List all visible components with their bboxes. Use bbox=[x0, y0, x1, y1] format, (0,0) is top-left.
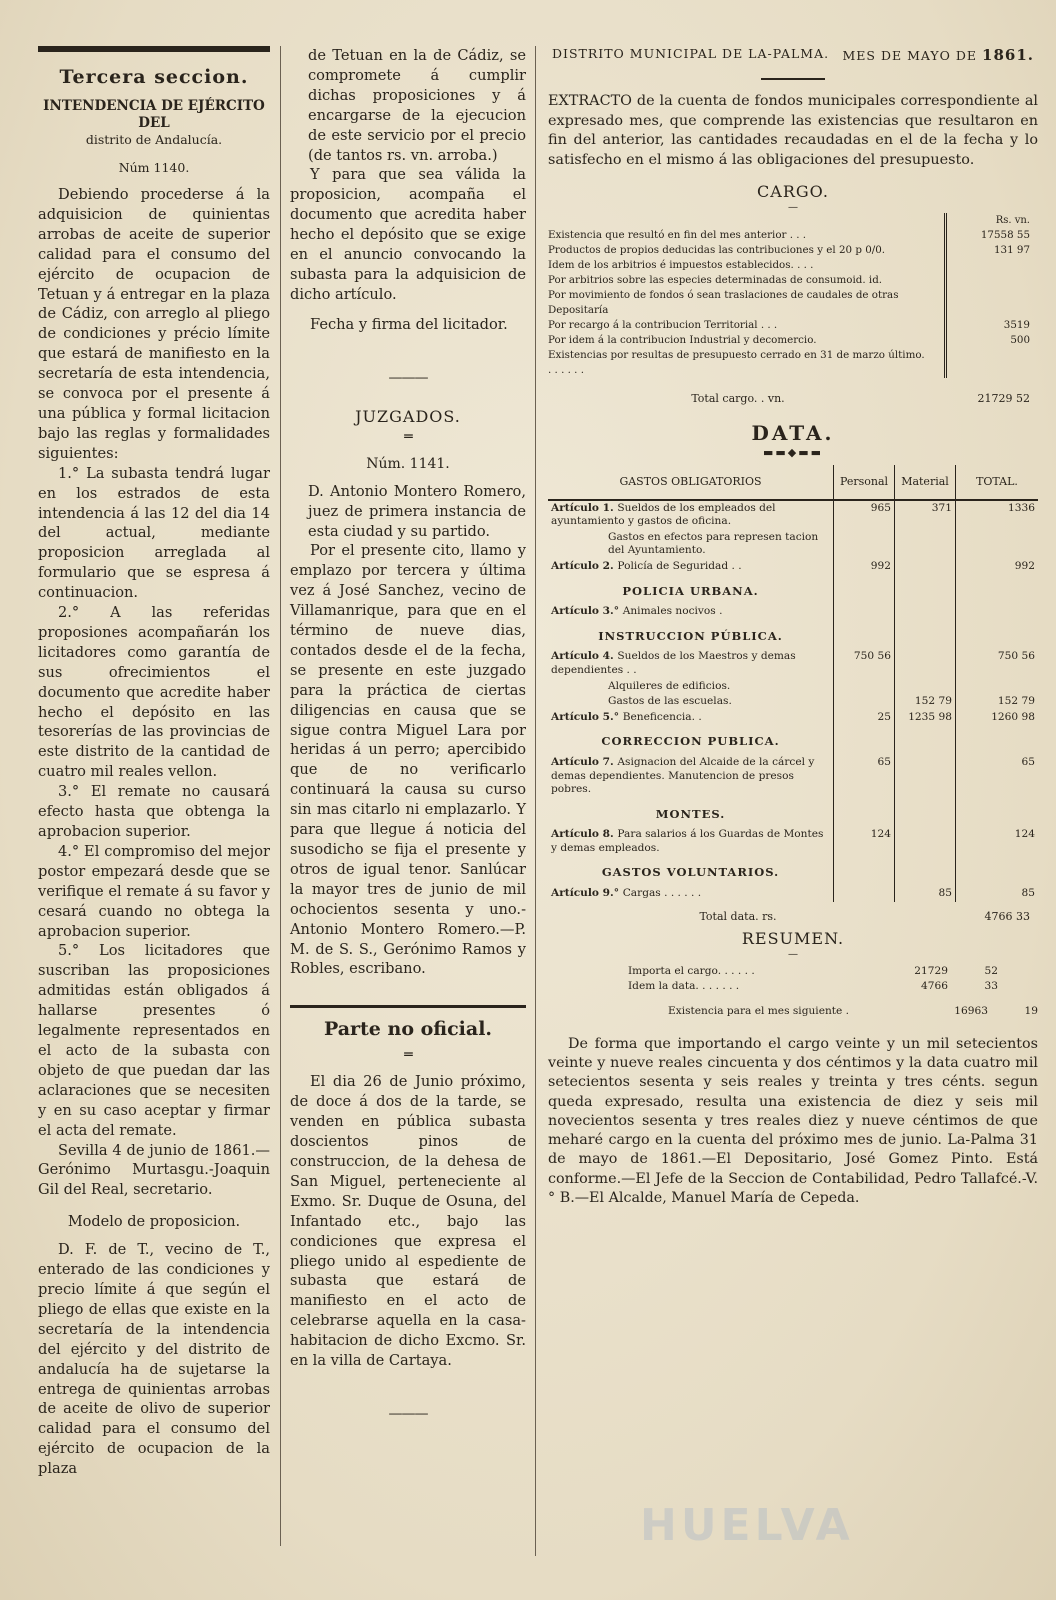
header-rule bbox=[761, 78, 825, 80]
article-label: Para salarios á los Guardas de Montes y demas empleados. bbox=[551, 828, 824, 854]
data-row bbox=[548, 559, 1038, 575]
notice-intro: Debiendo procederse á la adquisicion de quinientas arrobas de aceite de superior calidad para el consumo del ejército de ocupacion de Tetuan y á entregar en la plaza de Cádiz, con arreglo al pliego de condiciones y précio límite que estará de manifiesto en la secretaría de esta intendencia, se convoca por el presente á una pública y formal licitacion bajo las reglas y formalidades siguientes: bbox=[38, 186, 270, 462]
article-number: Artículo 4. bbox=[551, 650, 618, 663]
citation-text: Por el presente cito, llamo y emplazo por tercera y última vez á José Sanchez, vecino de Villamanrique, para que en el término de nueve dias, contados desde el de la fecha, se presente en este juzgado para la práctica de ciertas diligencias en causa que se sigue contra Miguel Lara por heridas á un perro; apercibido que de no verificarlo continuará la causa su curso sin mas citarlo ni emplazarlo. Y para que llegue á noticia del susodicho se fija el presente y otros de igual tenor. Sanlúcar la mayor tres de junio de mil ochocientos sesenta y uno.-Antonio Montero Romero.—P. M. de S. S., Gerónimo Ramos y Robles, escribano. bbox=[290, 542, 526, 978]
article-number: Artículo 2. bbox=[551, 559, 618, 572]
cell-material: 152 79 bbox=[895, 694, 956, 710]
data-section-heading: MONTES. bbox=[548, 798, 1038, 828]
cell-total: 992 bbox=[956, 559, 1039, 575]
data-row bbox=[548, 827, 1038, 856]
data-row bbox=[548, 755, 1038, 798]
resumen-title: RESUMEN. bbox=[741, 928, 845, 948]
cargo-unit: Rs. vn. bbox=[995, 215, 1030, 226]
data-row bbox=[548, 649, 1038, 678]
article-label: Policía de Seguridad . . bbox=[617, 559, 742, 572]
separator-dash: ——— bbox=[388, 1405, 428, 1422]
article-number: Artículo 8. bbox=[551, 828, 618, 841]
cargo-row-value: 3519 bbox=[1003, 319, 1030, 331]
data-section-heading: INSTRUCCION PÚBLICA. bbox=[548, 620, 1038, 650]
data-row bbox=[548, 710, 1038, 726]
cell-personal bbox=[834, 604, 895, 620]
article-number: Artículo 9.° bbox=[551, 887, 623, 900]
cargo-row-value: 500 bbox=[1010, 334, 1030, 346]
cell-material: 1235 98 bbox=[895, 710, 956, 726]
cell-total: 124 bbox=[956, 827, 1039, 856]
column-divider bbox=[280, 46, 281, 1546]
cargo-row bbox=[548, 333, 1038, 348]
intendencia-heading: INTENDENCIA DE EJÉRCITO DEL bbox=[43, 98, 265, 131]
model-title: Modelo de proposicion. bbox=[67, 1214, 241, 1231]
parte-no-oficial-title: Parte no oficial. bbox=[323, 1018, 493, 1041]
intendencia-subheading: distrito de Andalucía. bbox=[85, 132, 223, 147]
separator-dash: ——— bbox=[388, 369, 428, 386]
section-rule bbox=[290, 1005, 526, 1008]
watermark-logo: HUELVA bbox=[640, 1500, 854, 1551]
article-label: Gastos en efectos para represen tacion del Ayuntamiento. bbox=[608, 530, 819, 557]
article-number: Artículo 5.° bbox=[551, 710, 623, 723]
cargo-row bbox=[548, 318, 1038, 333]
cell-personal: 965 bbox=[834, 500, 895, 530]
data-section-heading: GASTOS VOLUNTARIOS. bbox=[548, 856, 1038, 886]
cargo-row-label: Productos de propios deducidas las contribuciones y el 20 p 0/0. bbox=[548, 244, 886, 256]
data-table-header: GASTOS OBLIGATORIOS Personal Material TOTAL. bbox=[548, 465, 1038, 500]
cell-material bbox=[895, 559, 956, 575]
account-header bbox=[548, 46, 1038, 68]
data-row bbox=[548, 530, 1038, 559]
cell-personal: 65 bbox=[834, 755, 895, 798]
article-label: Alquileres de edificios. bbox=[608, 679, 731, 692]
data-row bbox=[548, 604, 1038, 620]
notice-rule: 3.° El remate no causará efecto hasta que obtenga la aprobacion superior. bbox=[38, 783, 270, 840]
cargo-table bbox=[548, 213, 1038, 378]
model-validity: Y para que sea válida la proposicion, acompaña el documento que acredita haber hecho el depósito que se exige en el anuncio convocando la subasta para la adquisicion de dicho artículo. bbox=[290, 166, 526, 303]
data-row bbox=[548, 886, 1038, 902]
cell-personal bbox=[834, 886, 895, 902]
data-row bbox=[548, 500, 1038, 530]
cell-total: 152 79 bbox=[956, 694, 1039, 710]
cargo-row-label: Existencias por resultas de presupuesto cerrado en 31 de marzo último. . . . . . . bbox=[548, 349, 925, 376]
cell-material bbox=[895, 604, 956, 620]
section-title: Tercera seccion. bbox=[59, 66, 249, 88]
article-label: Gastos de las escuelas. bbox=[608, 695, 732, 708]
data-row bbox=[548, 694, 1038, 710]
article-number: Artículo 3.° bbox=[551, 605, 623, 618]
cell-material: 85 bbox=[895, 886, 956, 902]
top-bar bbox=[38, 46, 270, 52]
cargo-row bbox=[548, 228, 1038, 243]
column-right: DISTRITO MUNICIPAL DE LA-PALMA. MES DE MAYO DE 1861. EXTRACTO de la cuenta de fondos municipales correspondiente al expresado mes, que comprende las existencias que resultaron en fin del anterior, las cantidades recaudadas en el de la fecha y lo satisfecho en el mismo á las obligaciones del presupuesto. CARGO. — Rs. vn. Existencia que resultó en fin del mes anterior . . . 17558 55 Productos de propios deducidas las contribuciones y el 20 p 0/0. 131 97 Idem de los arbitrios é impuestos establecidos. . . . Por arbitrios sobre las especies determinadas de consumoid. id. Por movimiento de fondos ó sean traslaciones de caudales de otras Depositaría Por recargo á la contribucion Territorial . . . 3519 Por idem á la contribucion Industrial y decomercio. 500 Existencias por resultas de presupuesto cerrado en 31 de marzo último. . . . . . . Total cargo. . vn. 21729 52 DATA. ▬▬◆▬▬ GASTOS OBLIGATORIOS Personal Material TOTAL. Artículo 1. Sueldos de los empleados del ayuntamiento y gastos de oficina. 965 371 1336 Gastos en efectos para represen tacion del Ayuntamiento. Artículo 2. Policía de Seguridad . . 992 992 POLICIA URBANA. Artículo 3.° Animales nocivos . INSTRUCCION PÚBLICA. Artículo 4. Sueldos de los Maestros y demas dependientes . . 750 56 750 56 Alquileres de edificios. Gastos de las escuelas. 152 79 152 79 Artículo 5.° Beneficencia. . 25 1235 98 1260 98 CORRECCION PUBLICA. Artículo 7. Asignacion del Alcaide de la cárcel y demas dependientes. Manutencion de presos pobres. 65 65 MONTES. Artículo 8. Para salarios á los Guardas de Montes y demas empleados. 124 124 GASTOS VOLUNTARIOS. Artículo 9.° Cargas . . . . . . 85 85 Total data. rs. 4766 33 RESUMEN. — Importa el cargo. . . . . . 21729 52 Idem la data. . . . . . . 4766 33 Existencia para el mes siguiente . 16963 19 De forma que importando el cargo veinte y un mil setecientos veinte y nueve reales cincuenta y dos céntimos y la data cuatro mil setecientos sesenta y seis reales y treinta y tres cénts. segun queda expresado, resulta una existencia de diez y seis mil novecientos sesenta y tres reales diez y nueve céntimos de que meharé cargo en la cuenta del próximo mes de junio. La-Palma 31 de mayo de 1861.—El Depositario, José Gomez Pinto. Está conforme.—El Jefe de la Seccion de Contabilidad, Pedro Tallafcé.-V.° B.—El Alcalde, Manuel María de Cepeda. bbox=[548, 46, 1038, 1208]
column-middle bbox=[290, 46, 526, 1421]
cell-total: 750 56 bbox=[956, 649, 1039, 678]
notice-signature: Sevilla 4 de junio de 1861.—Gerónimo Murtasgu.-Joaquin Gil del Real, secretario. bbox=[38, 1141, 270, 1199]
cell-total bbox=[956, 604, 1039, 620]
column-divider bbox=[535, 46, 536, 1556]
notice-rule: 2.° A las referidas proposiones acompañarán los licitadores como garantía de sus ofrecimientos el documento que acredite haber hecho el depósito en las tesorerías de las provincias de este distrito de la cantidad de cuatro mil reales vellon. bbox=[38, 604, 270, 781]
data-table bbox=[548, 465, 1038, 902]
cell-personal: 124 bbox=[834, 827, 895, 856]
article-number: Artículo 1. bbox=[551, 501, 618, 514]
cargo-total: Total cargo. . vn. 21729 52 bbox=[691, 392, 1030, 405]
subasta-text: El dia 26 de Junio próximo, de doce á dos de la tarde, se venden en pública subasta doscientos pinos de construccion, de la dehesa de San Miguel, perteneciente al Exmo. Sr. Duque de Osuna, del Infantado etc., bajo las condiciones que expresa el pliego unido al espediente de subasta que estará de manifiesto en el acto de celebrarse aquella en la casa-habitacion de dicho Excmo. Sr. en la villa de Cartaya. bbox=[290, 1073, 526, 1370]
cell-personal: 25 bbox=[834, 710, 895, 726]
data-title: DATA. bbox=[751, 421, 835, 445]
cell-personal bbox=[834, 530, 895, 559]
cell-total: 1336 bbox=[956, 500, 1039, 530]
notice-rule: 1.° La subasta tendrá lugar en los estrados de esta intendencia á las 12 del dia 14 del actual, mediante proposicion arreglada al formulario que se espresa á continuacion. bbox=[38, 464, 270, 602]
cell-personal: 750 56 bbox=[834, 649, 895, 678]
cargo-row bbox=[548, 243, 1038, 258]
article-number: Artículo 7. bbox=[551, 755, 618, 768]
cargo-row-value: 131 97 bbox=[993, 244, 1030, 256]
resumen-block bbox=[548, 960, 1038, 1019]
cell-total: 85 bbox=[956, 886, 1039, 902]
cargo-row-label: Por recargo á la contribucion Territorial . . . bbox=[548, 319, 778, 331]
cell-material bbox=[895, 679, 956, 695]
cargo-row-label: Idem de los arbitrios é impuestos establecidos. . . . bbox=[548, 259, 814, 271]
model-text: D. F. de T., vecino de T., enterado de las condiciones y precio límite á que según el pliego de ellas que existe en la secretaría de la intendencia del ejército y del distrito de andalucía ha de sujetarse la entrega de quinientas arrobas de aceite de olivo de superior calidad para el consumo del ejército de ocupacion de la plaza bbox=[38, 1241, 270, 1478]
cell-material bbox=[895, 649, 956, 678]
cell-total: 65 bbox=[956, 755, 1039, 798]
data-total: Total data. rs. 4766 33 bbox=[699, 909, 1030, 923]
cell-personal bbox=[834, 694, 895, 710]
article-label: Asignacion del Alcaide de la cárcel y demas dependientes. Manutencion de presos pobres. bbox=[551, 755, 815, 796]
article-label: Beneficencia. . bbox=[622, 710, 702, 723]
separator-dash: ═ bbox=[404, 1047, 412, 1064]
cargo-row bbox=[548, 273, 1038, 288]
model-signature-line: Fecha y firma del licitador. bbox=[310, 315, 508, 333]
cargo-row bbox=[548, 258, 1038, 273]
resumen-row: Idem la data. . . . . . . 4766 33 bbox=[628, 979, 998, 992]
juez-line: D. Antonio Montero Romero, juez de primera instancia de esta ciudad y su partido. bbox=[308, 482, 526, 540]
column-left bbox=[38, 46, 270, 1479]
ornament: ▬▬◆▬▬ bbox=[762, 446, 824, 459]
cell-total: 1260 98 bbox=[956, 710, 1039, 726]
cargo-title: CARGO. bbox=[757, 182, 829, 201]
month-label: MES DE MAYO DE 1861. bbox=[842, 46, 1034, 64]
article-label: Sueldos de los Maestros y demas dependientes . . bbox=[551, 650, 796, 676]
cargo-row-label: Existencia que resultó en fin del mes anterior . . . bbox=[548, 229, 807, 241]
data-section-heading: POLICIA URBANA. bbox=[548, 575, 1038, 605]
model-continuation: de Tetuan en la de Cádiz, se compromete á cumplir dichas proposiciones y á encargarse de la ejecucion de este servicio por el precio (de tantos rs. vn. arroba.) bbox=[308, 47, 526, 164]
cargo-row-label: Por arbitrios sobre las especies determinadas de consumoid. id. bbox=[548, 274, 883, 286]
cell-personal: 992 bbox=[834, 559, 895, 575]
notice-rule: 5.° Los licitadores que suscriban las proposiciones admitidas están obligados á hallarse presentes ó legalmente representados en el acto de la subasta con objeto de que puedan dar las aclaraciones que se necesiten y en su caso aceptar y firmar el acta del remate. bbox=[38, 942, 270, 1139]
closing-text: De forma que importando el cargo veinte y un mil setecientos veinte y nueve reales cincuenta y dos céntimos y la data cuatro mil setecientos sesenta y seis reales y treinta y tres cénts. segun queda expresado, resulta una existencia de diez y seis mil novecientos sesenta y tres reales diez y nueve céntimos de que meharé cargo en la cuenta del próximo mes de junio. La-Palma 31 de mayo de 1861.—El Depositario, José Gomez Pinto. Está conforme.—El Jefe de la Seccion de Contabilidad, Pedro Tallafcé.-V.° B.—El Alcalde, Manuel María de Cepeda. bbox=[548, 1035, 1038, 1207]
cell-material bbox=[895, 755, 956, 798]
cargo-row-label: Por movimiento de fondos ó sean traslaciones de caudales de otras Depositaría bbox=[548, 289, 899, 316]
article-label: Sueldos de los empleados del ayuntamiento y gastos de oficina. bbox=[551, 501, 776, 528]
resumen-final: Existencia para el mes siguiente . 16963 19 bbox=[668, 1004, 1038, 1017]
cell-material bbox=[895, 530, 956, 559]
account-intro: EXTRACTO de la cuenta de fondos municipales correspondiente al expresado mes, que comprende las existencias que resultaron en fin del anterior, las cantidades recaudadas en el de la fecha y lo satisfecho en el mismo á las obligaciones del presupuesto. bbox=[548, 93, 1038, 168]
juzgados-title: JUZGADOS. bbox=[355, 406, 461, 426]
district-label: DISTRITO MUNICIPAL DE LA-PALMA. bbox=[552, 46, 830, 61]
cell-personal bbox=[834, 679, 895, 695]
data-section-heading: CORRECCION PUBLICA. bbox=[548, 725, 1038, 755]
article-label: Animales nocivos . bbox=[622, 605, 723, 618]
cargo-row-value: 17558 55 bbox=[980, 229, 1030, 241]
notice-rule: 4.° El compromiso del mejor postor empezará desde que se verifique el remate á su favor y cesará cuando no obtega la aprobacion superior. bbox=[38, 842, 270, 940]
notice-number: Núm 1140. bbox=[118, 160, 190, 175]
cargo-row bbox=[548, 288, 1038, 318]
cell-material bbox=[895, 827, 956, 856]
article-label: Cargas . . . . . . bbox=[622, 887, 702, 900]
cell-total bbox=[956, 679, 1039, 695]
separator-dash: ═ bbox=[404, 428, 412, 445]
cargo-row-label: Por idem á la contribucion Industrial y decomercio. bbox=[548, 334, 817, 346]
cell-material: 371 bbox=[895, 500, 956, 530]
cell-total bbox=[956, 530, 1039, 559]
cargo-row bbox=[548, 348, 1038, 378]
resumen-row: Importa el cargo. . . . . . 21729 52 bbox=[628, 964, 998, 977]
data-row bbox=[548, 679, 1038, 695]
juzgados-number: Núm. 1141. bbox=[366, 455, 450, 472]
